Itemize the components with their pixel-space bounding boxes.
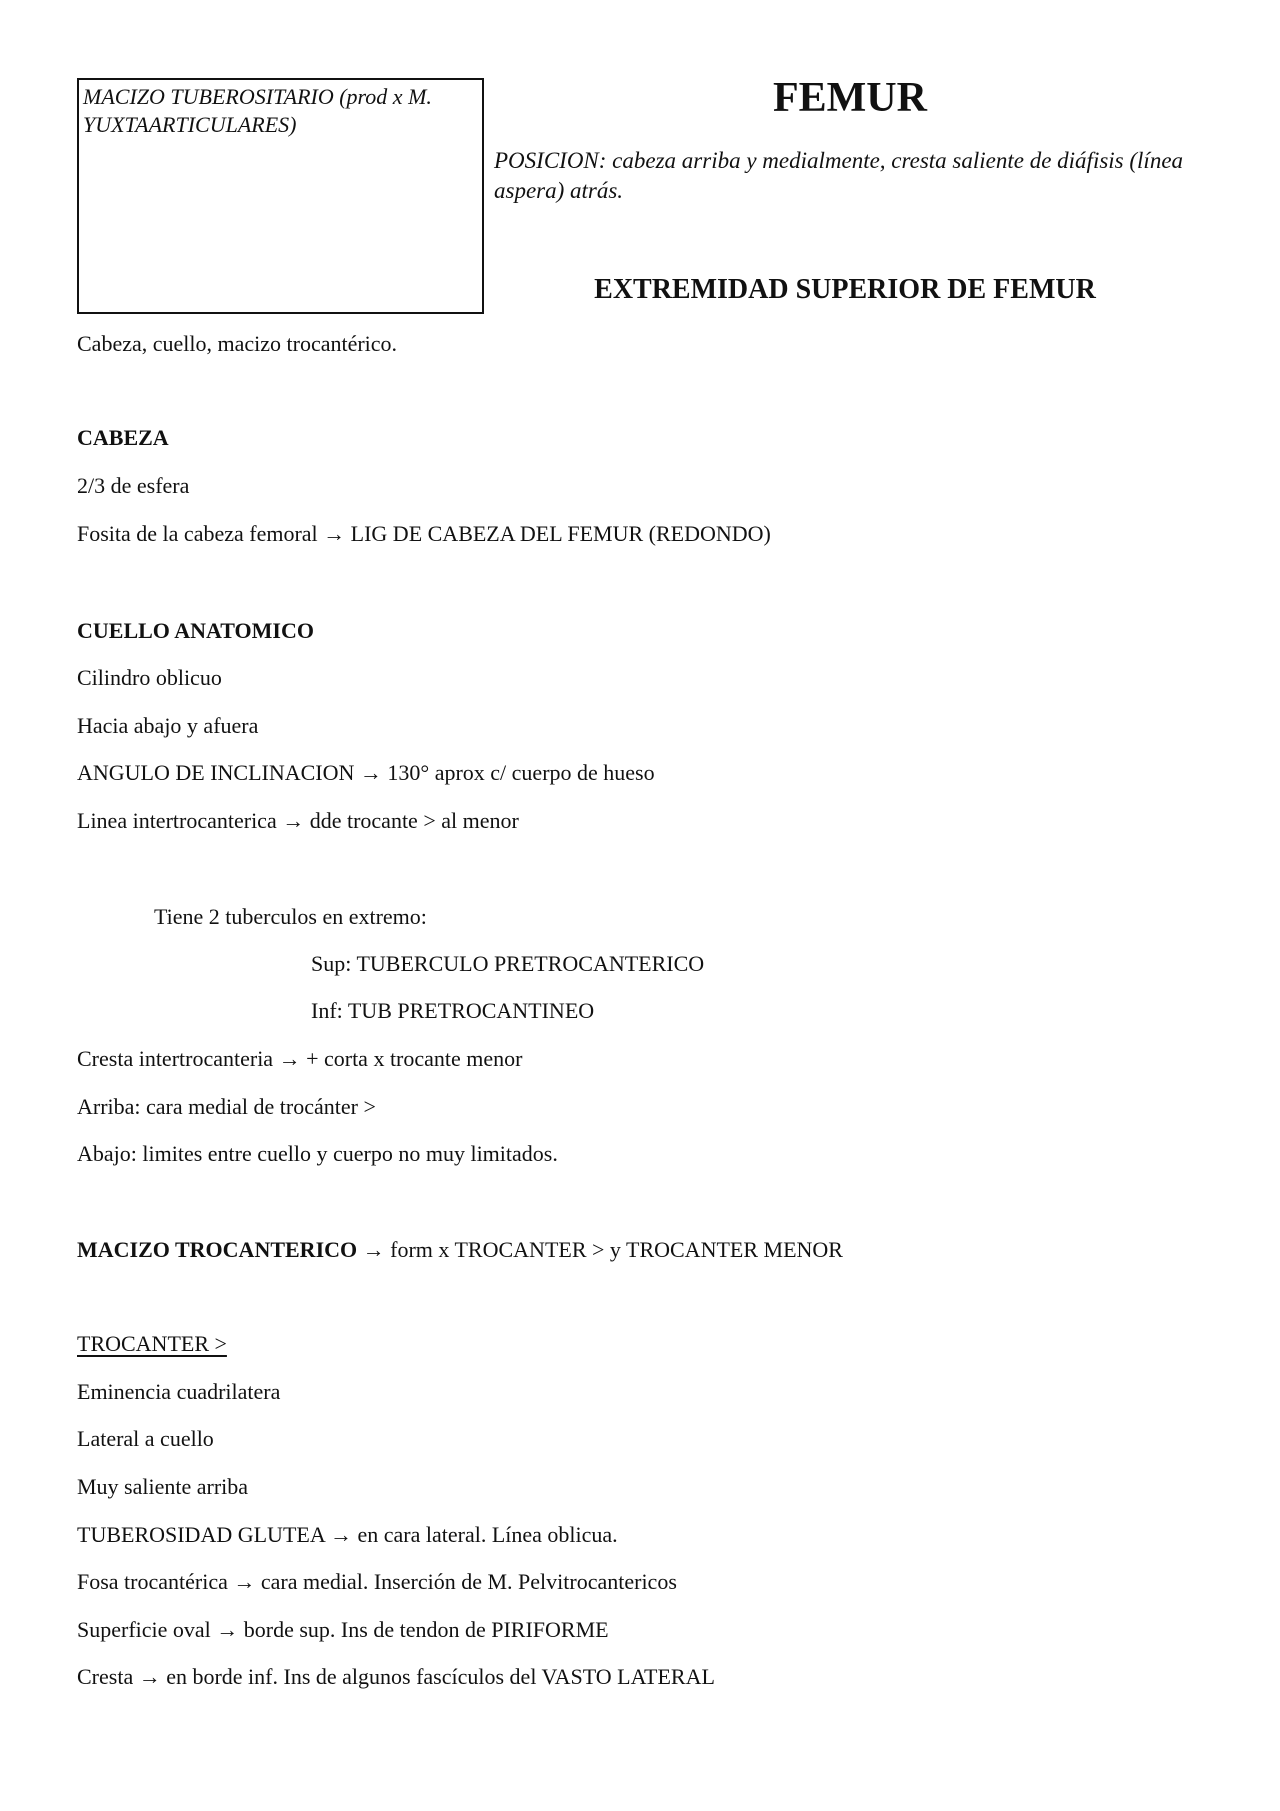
macizo-heading: MACIZO TROCANTERICO <box>77 1237 358 1262</box>
trocanter-line: Muy saliente arriba <box>77 1474 249 1499</box>
trocanter-heading: TROCANTER > <box>77 1331 227 1356</box>
section-subtitle: EXTREMIDAD SUPERIOR DE FEMUR <box>594 274 1096 305</box>
cuello-line: Cresta intertrocanteria → + corta x trocante menor <box>77 1046 523 1071</box>
macizo-line <box>77 1236 843 1264</box>
page-title: FEMUR <box>773 75 927 121</box>
trocanter-line: Superficie oval → borde sup. Ins de tendon de PIRIFORME <box>77 1617 609 1642</box>
cuello-line: Linea intertrocanterica → dde trocante > al menor <box>77 808 519 833</box>
cuello-line: ANGULO DE INCLINACION → 130° aprox c/ cuerpo de hueso <box>77 760 655 785</box>
tuberculos-intro: Tiene 2 tuberculos en extremo: <box>154 904 427 929</box>
cuello-heading: CUELLO ANATOMICO <box>77 618 314 643</box>
trocanter-line: Fosa trocantérica → cara medial. Inserción de M. Pelvitrocantericos <box>77 1569 677 1594</box>
trocanter-line: TUBEROSIDAD GLUTEA → en cara lateral. Línea oblicua. <box>77 1522 618 1547</box>
intro-line: Cabeza, cuello, macizo trocantérico. <box>77 331 398 356</box>
cuello-line: Abajo: limites entre cuello y cuerpo no muy limitados. <box>77 1141 558 1166</box>
trocanter-line: Eminencia cuadrilatera <box>77 1379 281 1404</box>
macizo-rest: → form x TROCANTER > y TROCANTER MENOR <box>357 1237 843 1262</box>
cuello-line: Arriba: cara medial de trocánter > <box>77 1094 376 1119</box>
trocanter-line: Cresta → en borde inf. Ins de algunos fascículos del VASTO LATERAL <box>77 1664 715 1689</box>
cabeza-line: 2/3 de esfera <box>77 473 190 498</box>
tuberculo-item: Sup: TUBERCULO PRETROCANTERICO <box>311 951 705 976</box>
cuello-line: Hacia abajo y afuera <box>77 713 259 738</box>
cabeza-heading: CABEZA <box>77 425 169 450</box>
trocanter-line: Lateral a cuello <box>77 1426 214 1451</box>
tuberculo-item: Inf: TUB PRETROCANTINEO <box>311 998 595 1023</box>
posicion-paragraph: POSICION: cabeza arriba y medialmente, cresta saliente de diáfisis (línea aspera) atrás. <box>494 148 1184 203</box>
cuello-line: Cilindro oblicuo <box>77 665 222 690</box>
cabeza-line: Fosita de la cabeza femoral → LIG DE CABEZA DEL FEMUR (REDONDO) <box>77 521 771 546</box>
note-box-text: MACIZO TUBEROSITARIO (prod x M. YUXTAARTICULARES) <box>83 84 432 137</box>
note-box <box>77 78 484 314</box>
